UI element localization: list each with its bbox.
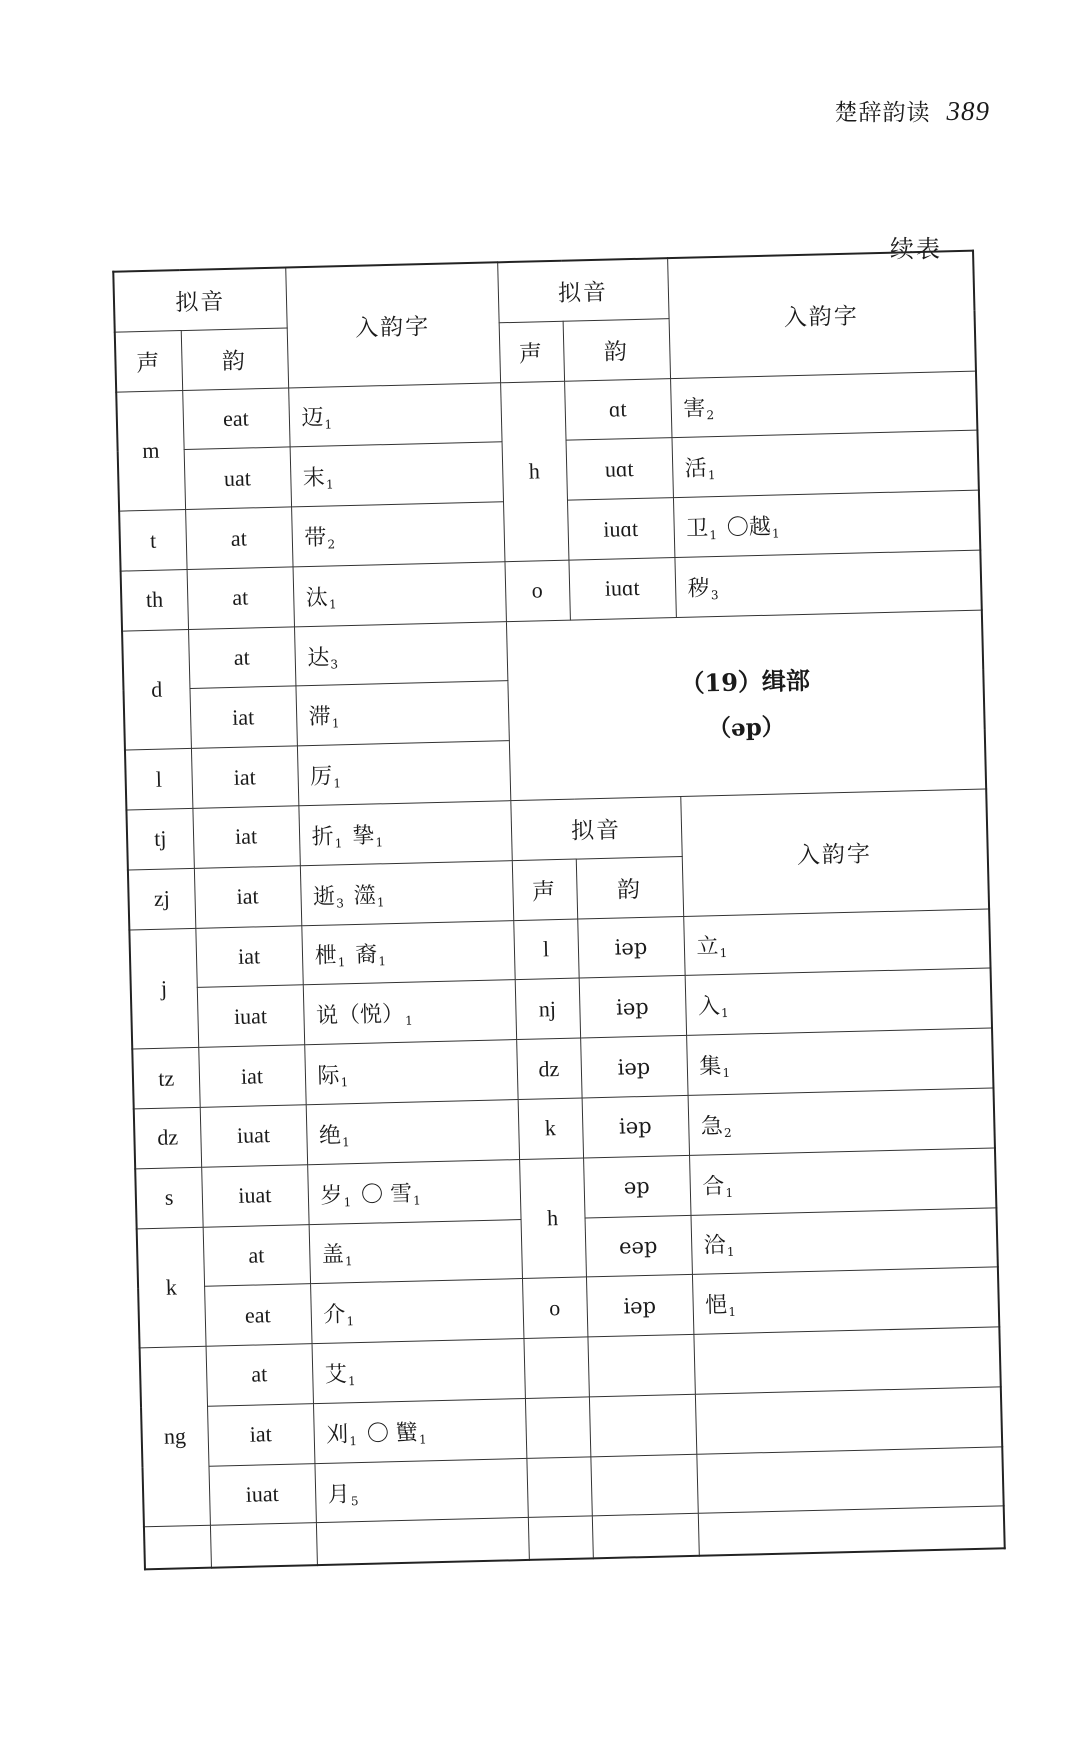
rhyme-char-cell	[692, 1267, 999, 1334]
final-cell: iat	[189, 686, 296, 748]
count: 1	[325, 477, 334, 492]
rhyme-char: 汰	[305, 585, 329, 611]
initial-cell: h	[500, 381, 568, 562]
count: 1	[344, 1254, 353, 1269]
count: 1	[349, 1433, 358, 1449]
final-cell: iəp	[577, 916, 684, 978]
rhyme-char-cell	[312, 1339, 525, 1404]
count: 1	[333, 776, 342, 791]
rhyme-char: 合	[701, 1173, 725, 1200]
header-ni-yin: 拟音	[113, 267, 286, 331]
final-cell: at	[185, 507, 292, 569]
rhyme-char-cell	[690, 1207, 997, 1274]
initial-cell: dz	[516, 1038, 581, 1099]
count: 1	[726, 1245, 735, 1260]
final-cell: iəp	[579, 976, 686, 1038]
header-rhyme-words: 入韵字	[667, 251, 976, 379]
rhyme-char-cell	[291, 502, 504, 567]
rhyme-char: 岁	[320, 1182, 343, 1209]
initial-cell: th	[121, 569, 188, 630]
rhyme-char: 厉	[309, 764, 333, 791]
rhyme-char: 逝	[312, 884, 336, 910]
rhyme-char: 带	[304, 525, 327, 552]
rhyme-char: 活	[684, 456, 708, 483]
rhyme-char: 刈	[325, 1422, 349, 1448]
running-head	[835, 94, 991, 127]
final-cell: at	[203, 1224, 310, 1286]
count: 3	[336, 895, 345, 911]
final-cell: iat	[191, 746, 298, 808]
running-head-title: 楚辞韵读	[834, 100, 931, 126]
count: 5	[350, 1493, 359, 1508]
final-cell: iat	[207, 1404, 314, 1466]
rhyme-char: 末	[302, 465, 326, 492]
count: 3	[710, 587, 719, 602]
rhyme-char: 入	[697, 994, 721, 1020]
empty-cell	[696, 1446, 1003, 1513]
count: 1	[709, 528, 718, 543]
header-final: 韵	[563, 318, 670, 380]
count: 1	[324, 417, 333, 433]
final-cell: uɑt	[566, 438, 673, 500]
count: 1	[707, 468, 716, 483]
final-cell: iat	[192, 806, 299, 868]
rhyme-char: 害	[683, 396, 706, 423]
rhyme-char: 洽	[703, 1233, 727, 1259]
count: 1	[771, 526, 780, 541]
rhyme-char-cell	[307, 1159, 520, 1224]
rhyme-char-cell	[304, 1040, 517, 1105]
section-heading	[506, 610, 986, 801]
empty-cell	[525, 1397, 590, 1458]
rhyme-char-cell	[303, 980, 516, 1045]
header-final: 韵	[181, 328, 288, 390]
rhyme-char-cell	[290, 442, 503, 507]
count: 2	[327, 537, 336, 552]
count: 1	[720, 1006, 729, 1021]
final-cell: iat	[198, 1045, 305, 1107]
rhyme-char-cell	[310, 1279, 523, 1344]
rhyme-char-cell	[294, 621, 507, 686]
final-cell: iat	[194, 866, 301, 928]
rhyme-char-cell	[688, 1088, 995, 1155]
count: 1	[341, 1135, 350, 1150]
rhyme-char-cell	[685, 968, 992, 1035]
initial-cell: tz	[132, 1048, 199, 1109]
rhyme-char: 说（悦）	[315, 1002, 405, 1030]
count: 1	[346, 1314, 355, 1329]
section-title: （19）缉部	[680, 665, 811, 698]
header-rhyme-words: 入韵字	[285, 262, 500, 387]
initial-cell: t	[119, 510, 186, 571]
initial-cell: l	[513, 919, 578, 980]
final-cell: eat	[204, 1284, 311, 1346]
count: 1	[376, 894, 385, 910]
rhyme-char: 〇越	[726, 514, 772, 541]
count: 1	[331, 716, 340, 731]
rhyme-char: 挚	[351, 823, 375, 849]
count: 1	[328, 597, 337, 612]
rhyme-char-cell	[288, 382, 501, 447]
rhyme-char: 枻	[314, 943, 337, 970]
rhyme-char: 澨	[353, 883, 377, 909]
rhyme-char: 卫	[685, 516, 709, 542]
rhyme-char-cell	[689, 1148, 996, 1215]
final-cell: iuat	[197, 985, 304, 1047]
initial-cell: k	[137, 1227, 206, 1348]
final-cell: iəp	[582, 1095, 689, 1157]
empty-cell	[144, 1526, 211, 1570]
rhyme-char-cell	[293, 562, 506, 627]
final-cell: at	[188, 627, 295, 689]
initial-cell: o	[504, 560, 569, 621]
initial-cell: s	[135, 1167, 202, 1228]
empty-cell	[316, 1518, 529, 1565]
initial-cell: o	[522, 1277, 587, 1338]
initial-cell: zj	[128, 868, 195, 929]
rhyme-char-cell	[309, 1219, 522, 1284]
initial-cell: h	[519, 1158, 586, 1279]
header-initial: 声	[499, 321, 564, 382]
section-subtitle: （əp）	[707, 713, 786, 743]
final-cell: əp	[583, 1155, 690, 1217]
rhyme-char: 介	[323, 1302, 346, 1329]
rhyme-char: 折	[311, 824, 334, 850]
rhyme-char: 悒	[704, 1293, 728, 1319]
count: 1	[405, 1013, 413, 1029]
final-cell: uat	[184, 447, 291, 509]
initial-cell: tj	[126, 808, 193, 869]
rhyme-char: 达	[306, 645, 330, 671]
header-ni-yin: 拟音	[497, 258, 668, 322]
rhyme-table	[112, 250, 1006, 1571]
rhyme-char: 月	[327, 1481, 351, 1508]
count: 1	[728, 1304, 737, 1320]
rhyme-char: 艾	[324, 1362, 348, 1388]
final-cell: iəp	[580, 1036, 687, 1098]
rhyme-char-cell	[686, 1028, 993, 1095]
empty-cell	[693, 1327, 1000, 1394]
header-rhyme-words: 入韵字	[680, 789, 989, 916]
count: 1	[334, 836, 343, 851]
final-cell: iuat	[201, 1164, 308, 1226]
final-cell: iuɑt	[568, 557, 675, 619]
rhyme-char-cell	[297, 741, 510, 806]
final-cell: eat	[182, 388, 289, 450]
count: 1	[378, 954, 387, 969]
header-ni-yin: 拟音	[510, 797, 681, 861]
rhyme-char: 〇 蠥	[366, 1420, 419, 1447]
final-cell: eəp	[585, 1215, 692, 1277]
rhyme-char-cell	[670, 371, 977, 438]
empty-cell	[590, 1454, 697, 1516]
final-cell: iat	[195, 925, 302, 987]
header-initial: 声	[512, 859, 577, 920]
rhyme-char: 急	[700, 1113, 724, 1140]
rhyme-char: 〇 雪	[360, 1181, 413, 1208]
count: 1	[343, 1194, 352, 1209]
rhyme-char-cell	[314, 1458, 527, 1523]
rhyme-char-cell	[674, 550, 981, 617]
rhyme-char: 滞	[308, 704, 332, 731]
rhyme-char: 盖	[321, 1242, 345, 1269]
final-cell: at	[206, 1344, 313, 1406]
header-final: 韵	[576, 856, 683, 918]
initial-cell: nj	[515, 978, 580, 1039]
count: 1	[337, 955, 346, 970]
rhyme-char-cell	[673, 490, 980, 557]
rhyme-char: 立	[696, 934, 719, 961]
count: 1	[418, 1432, 427, 1447]
empty-cell	[587, 1334, 694, 1396]
rhyme-char: 际	[317, 1063, 340, 1089]
final-cell: at	[187, 567, 294, 629]
final-cell: ɑt	[564, 378, 671, 440]
count: 2	[723, 1125, 732, 1140]
count: 3	[330, 656, 339, 672]
count: 1	[375, 835, 384, 850]
rhyme-char: 集	[699, 1054, 722, 1080]
rhyme-char-cell	[301, 920, 514, 985]
rhyme-char-cell	[683, 909, 990, 976]
rhyme-char-cell	[295, 681, 508, 746]
initial-cell: m	[116, 390, 185, 511]
rhyme-char-cell	[298, 801, 511, 866]
rhyme-char: 绝	[318, 1123, 342, 1149]
empty-cell	[526, 1457, 591, 1518]
count: 1	[347, 1374, 356, 1389]
empty-cell	[695, 1387, 1002, 1454]
final-cell: iuat	[208, 1463, 315, 1525]
empty-cell	[589, 1394, 696, 1456]
count: 1	[413, 1193, 422, 1208]
initial-cell: l	[125, 749, 192, 810]
empty-cell	[698, 1506, 1005, 1556]
initial-cell: j	[129, 928, 198, 1049]
initial-cell: ng	[140, 1346, 210, 1527]
empty-cell	[528, 1516, 593, 1560]
rhyme-char-cell	[300, 860, 513, 925]
final-cell: iuat	[200, 1105, 307, 1167]
initial-cell: dz	[134, 1107, 201, 1168]
continued-label: 续表	[890, 235, 942, 263]
rhyme-char-cell	[306, 1100, 519, 1165]
final-cell: iəp	[586, 1275, 693, 1337]
count: 1	[722, 1065, 731, 1081]
rhyme-char-cell	[672, 430, 979, 497]
page-number: 389	[946, 96, 990, 126]
empty-cell	[592, 1514, 699, 1559]
count: 1	[719, 946, 728, 961]
initial-cell: d	[122, 629, 191, 750]
header-initial: 声	[115, 330, 182, 391]
rhyme-char: 秽	[687, 576, 711, 602]
empty-cell	[523, 1337, 588, 1398]
rhyme-char-cell	[313, 1398, 526, 1463]
count: 1	[340, 1075, 349, 1090]
count: 1	[725, 1185, 734, 1200]
empty-cell	[210, 1523, 317, 1568]
count: 2	[706, 408, 715, 423]
rhyme-char: 裔	[354, 942, 378, 969]
initial-cell: k	[518, 1098, 583, 1159]
rhyme-char: 迈	[301, 406, 324, 432]
final-cell: iuɑt	[567, 498, 674, 560]
